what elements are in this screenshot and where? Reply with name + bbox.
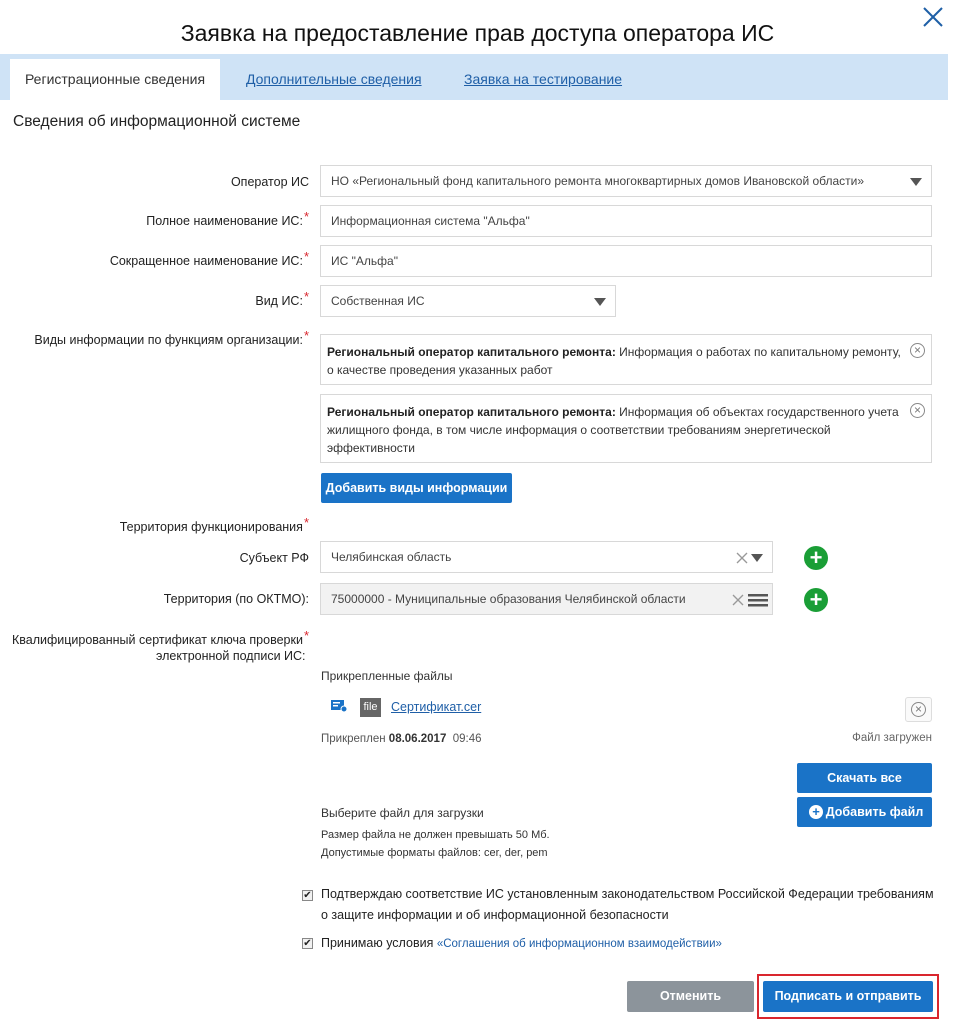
add-file-button[interactable] bbox=[797, 797, 932, 827]
short-name-input[interactable] bbox=[320, 245, 932, 277]
accept-terms-text: Принимаю условия «Соглашения об информационном взаимодействии» bbox=[321, 936, 722, 950]
operator-select[interactable] bbox=[320, 165, 932, 197]
attached-files-title: Прикрепленные файлы bbox=[321, 669, 453, 683]
agreement-link[interactable]: «Соглашения об информационном взаимодействии» bbox=[436, 938, 722, 950]
full-name-input[interactable] bbox=[320, 205, 932, 237]
info-item bbox=[320, 334, 932, 385]
info-item-text: Информация об объектах государственного учета жилищного фонда, в том числе информация о соответствии требованиям энергетической эффективности bbox=[327, 405, 899, 455]
add-oktmo-button[interactable]: + bbox=[804, 588, 828, 612]
chevron-down-icon bbox=[910, 178, 922, 186]
oktmo-label: Территория (по ОКТМО): bbox=[163, 592, 309, 606]
choose-file-text: Выберите файл для загрузки bbox=[321, 806, 484, 820]
subject-label: Субъект РФ bbox=[239, 551, 309, 565]
section-title: Сведения об информационной системе bbox=[13, 113, 301, 130]
oktmo-select[interactable] bbox=[320, 583, 773, 615]
clear-icon[interactable] bbox=[732, 594, 744, 606]
delete-file-button[interactable] bbox=[905, 697, 932, 722]
short-name-value: ИС "Альфа" bbox=[331, 254, 398, 268]
add-file-label: Добавить файл bbox=[825, 805, 924, 819]
remove-icon[interactable]: × bbox=[910, 343, 925, 358]
add-info-types-button[interactable]: Добавить виды информации bbox=[321, 473, 512, 503]
confirm-security-checkbox[interactable]: ✔ bbox=[303, 890, 312, 901]
chevron-down-icon bbox=[751, 554, 763, 562]
operator-value: НО «Региональный фонд капитального ремонта многоквартирных домов Ивановской области» bbox=[331, 174, 865, 188]
is-type-select[interactable] bbox=[320, 285, 616, 317]
certificate-label: Квалифицированный сертификат ключа проверки* электронной подписи ИС: bbox=[11, 628, 309, 663]
info-item-title: Региональный оператор капитального ремонта: bbox=[327, 405, 616, 419]
tab-registration[interactable]: Регистрационные сведения bbox=[10, 59, 220, 100]
subject-select[interactable] bbox=[320, 541, 773, 573]
certificate-icon bbox=[330, 698, 348, 714]
is-type-label: Вид ИС:* bbox=[255, 289, 309, 308]
page-title: Заявка на предоставление прав доступа оператора ИС bbox=[180, 20, 775, 46]
territory-label: Территория функционирования* bbox=[119, 515, 309, 534]
tab-additional[interactable]: Дополнительные сведения bbox=[246, 71, 422, 87]
full-name-value: Информационная система "Альфа" bbox=[331, 214, 530, 228]
close-icon[interactable] bbox=[918, 2, 948, 32]
remove-icon: × bbox=[911, 702, 926, 717]
subject-value: Челябинская область bbox=[331, 550, 452, 564]
plus-circle-icon: + bbox=[809, 805, 823, 819]
list-icon[interactable] bbox=[748, 592, 768, 608]
info-types-label: Виды информации по функциям организации:* bbox=[34, 328, 309, 347]
confirm-security-text: Подтверждаю соответствие ИС установленным законодательством Российской Федерации требованиям о защите информации и об информационной безопасности bbox=[321, 887, 934, 922]
oktmo-value: 75000000 - Муниципальные образования Челябинской области bbox=[331, 592, 686, 606]
download-all-button[interactable]: Скачать все bbox=[797, 763, 932, 793]
remove-icon[interactable]: × bbox=[910, 403, 925, 418]
size-note: Размер файла не должен превышать 50 Мб. bbox=[321, 829, 550, 841]
add-subject-button[interactable]: + bbox=[804, 546, 828, 570]
full-name-label: Полное наименование ИС:* bbox=[146, 209, 309, 228]
certificate-file-link[interactable]: Сертификат.cer bbox=[391, 700, 482, 714]
clear-icon[interactable] bbox=[736, 552, 748, 564]
file-badge: file bbox=[360, 698, 381, 717]
info-item-title: Региональный оператор капитального ремонта: bbox=[327, 345, 616, 359]
chevron-down-icon bbox=[594, 298, 606, 306]
tab-bar bbox=[0, 54, 948, 100]
cancel-button[interactable]: Отменить bbox=[627, 981, 754, 1012]
operator-label: Оператор ИС bbox=[230, 175, 309, 189]
info-item-text: Информация о работах по капитальному ремонту, о качестве проведения указанных работ bbox=[327, 345, 901, 377]
formats-note: Допустимые форматы файлов: cer, der, pem bbox=[321, 847, 548, 859]
short-name-label: Сокращенное наименование ИС:* bbox=[109, 249, 309, 268]
attached-info: Прикреплен 08.06.2017 09:46 bbox=[321, 733, 482, 745]
info-item bbox=[320, 394, 932, 463]
is-type-value: Собственная ИС bbox=[331, 294, 425, 308]
accept-terms-checkbox[interactable]: ✔ bbox=[303, 938, 312, 949]
sign-and-send-button[interactable]: Подписать и отправить bbox=[763, 981, 933, 1012]
tab-testing[interactable]: Заявка на тестирование bbox=[464, 71, 623, 87]
file-status: Файл загружен bbox=[852, 732, 932, 744]
